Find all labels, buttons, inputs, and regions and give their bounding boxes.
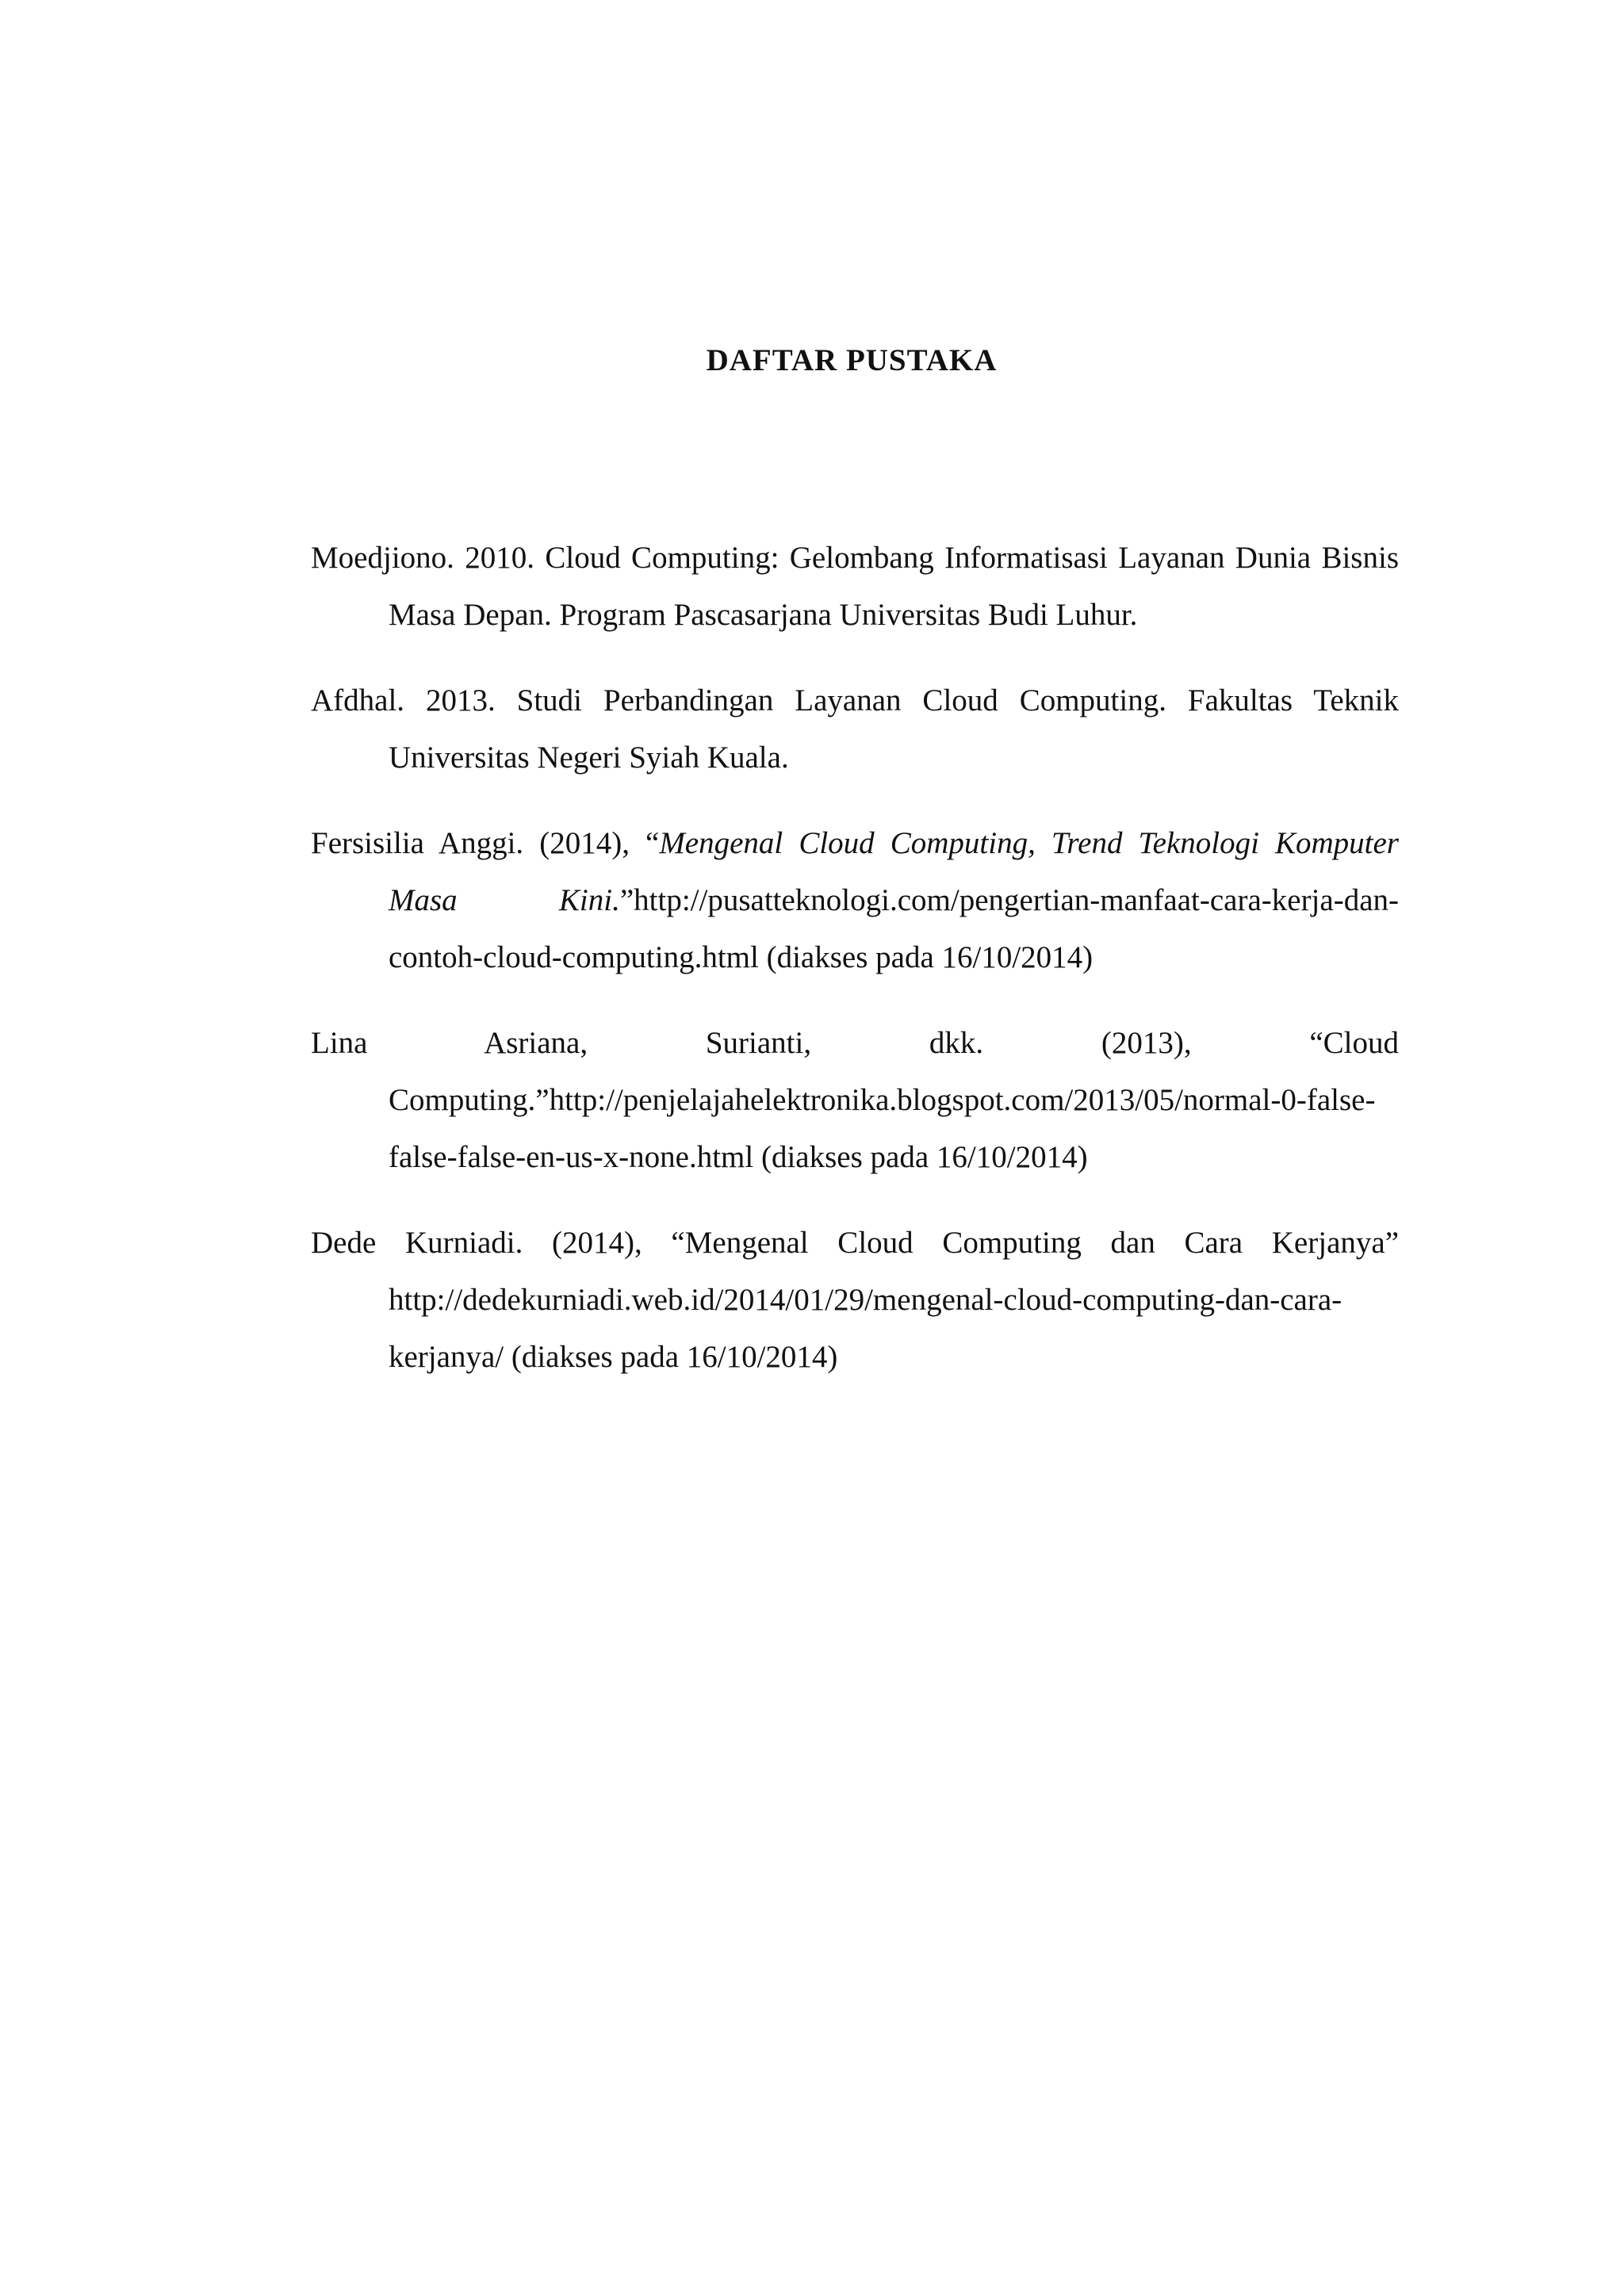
reference-entry-fersisilia [311,815,1399,986]
reference-first-line: Lina Asriana, Surianti, dkk. (2013), “Cloud [311,1026,1399,1060]
reference-title-italic: Mengenal Cloud Computing, Trend Teknologi Komputer Masa Kini. [389,826,1399,917]
reference-entry-afdhal [311,672,1399,786]
reference-url: http://dedekurniadi.web.id/2014/01/29/mengenal-cloud-computing-dan-cara-kerjanya/ (diakses pada 16/10/2014) [389,1283,1342,1374]
reference-list [311,530,1399,1414]
reference-url: ”http://pusatteknologi.com/pengertian-manfaat-cara-kerja-dan-contoh-cloud-computing.html (diakses pada 16/10/2014) [389,883,1399,974]
reference-text: Moedjiono. 2010. Cloud Computing: Gelombang Informatisasi Layanan Dunia Bisnis Masa Depan. Program Pascasarjana Universitas Budi Luhur. [311,541,1399,632]
reference-entry-moedjiono [311,530,1399,644]
reference-url: Computing.”http://penjelajahelektronika.blogspot.com/2013/05/normal-0-false-false-false-en-us-x-none.html (diakses pada 16/10/2014) [389,1083,1376,1174]
reference-entry-dede [311,1215,1399,1386]
reference-entry-lina [311,1015,1399,1186]
page-title: DAFTAR PUSTAKA [706,343,998,377]
reference-first-line: Dede Kurniadi. (2014), “Mengenal Cloud Computing dan Cara Kerjanya” [311,1226,1399,1260]
reference-text: Afdhal. 2013. Studi Perbandingan Layanan Cloud Computing. Fakultas Teknik Universitas Negeri Syiah Kuala. [311,683,1399,775]
reference-author: Fersisilia Anggi. (2014), “ [311,826,660,860]
